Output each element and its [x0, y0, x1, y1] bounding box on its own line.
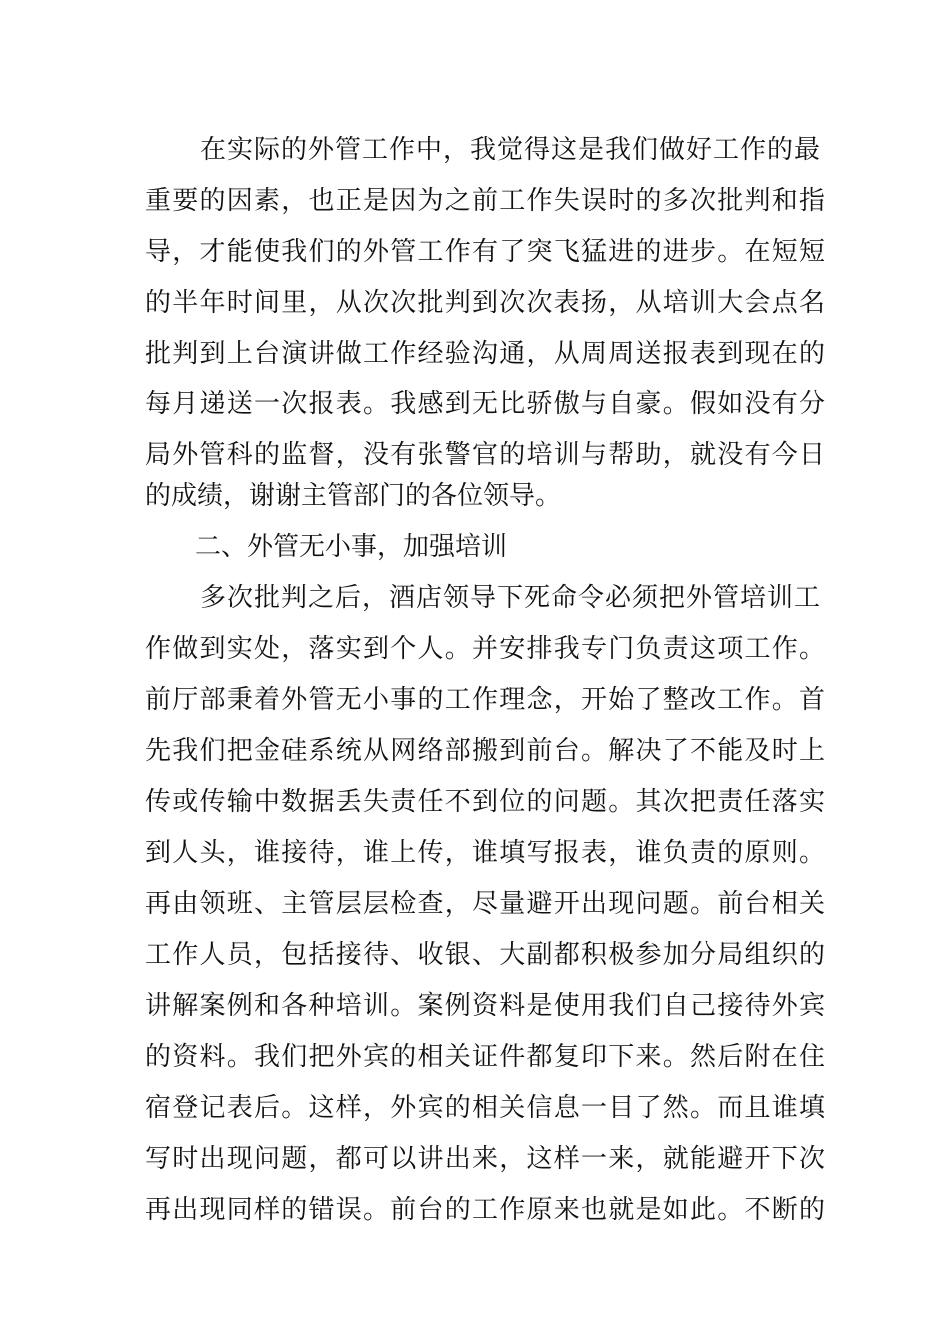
paragraph-2-line-8: 工作人员，包括接待、收银、大副都积极参加分局组织的 [145, 940, 825, 970]
paragraph-2-line-5: 传或传输中数据丢失责任不到位的问题。其次把责任落实 [145, 787, 825, 817]
paragraph-2-line-12: 写时出现问题，都可以讲出来，这样一来，就能避开下次 [145, 1144, 825, 1174]
paragraph-2-line-11: 宿登记表后。这样，外宾的相关信息一目了然。而且谁填 [145, 1093, 825, 1123]
paragraph-1-line-1: 在实际的外管工作中，我觉得这是我们做好工作的最 [200, 135, 820, 165]
paragraph-1-line-3: 导，才能使我们的外管工作有了突飞猛进的进步。在短短 [145, 237, 825, 267]
paragraph-1-line-4: 的半年时间里，从次次批判到次次表扬，从培训大会点名 [145, 288, 825, 318]
paragraph-2-line-6: 到人头，谁接待，谁上传，谁填写报表，谁负责的原则。 [145, 838, 825, 868]
paragraph-2-line-1: 多次批判之后，酒店领导下死命令必须把外管培训工 [200, 583, 820, 613]
paragraph-2-line-10: 的资料。我们把外宾的相关证件都复印下来。然后附在住 [145, 1042, 825, 1072]
paragraph-2-line-9: 讲解案例和各种培训。案例资料是使用我们自己接待外宾 [145, 991, 825, 1021]
paragraph-1-line-5: 批判到上台演讲做工作经验沟通，从周周送报表到现在的 [145, 339, 825, 369]
paragraph-1-line-2: 重要的因素，也正是因为之前工作失误时的多次批判和指 [145, 186, 825, 216]
section-heading: 二、外管无小事，加强培训 [195, 532, 508, 562]
paragraph-2-line-4: 先我们把金硅系统从网络部搬到前台。解决了不能及时上 [145, 736, 825, 766]
paragraph-1-line-6: 每月递送一次报表。我感到无比骄傲与自豪。假如没有分 [145, 389, 825, 419]
paragraph-2-line-2: 作做到实处，落实到个人。并安排我专门负责这项工作。 [145, 634, 825, 664]
paragraph-2-line-7: 再由领班、主管层层检查，尽量避开出现问题。前台相关 [145, 889, 825, 919]
paragraph-2-line-3: 前厅部秉着外管无小事的工作理念，开始了整改工作。首 [145, 685, 825, 715]
paragraph-2-line-13: 再出现同样的错误。前台的工作原来也就是如此。不断的 [145, 1195, 825, 1225]
paragraph-1-line-8: 的成绩，谢谢主管部门的各位领导。 [145, 481, 562, 511]
paragraph-1-line-7: 局外管科的监督，没有张警官的培训与帮助，就没有今日 [145, 440, 825, 470]
